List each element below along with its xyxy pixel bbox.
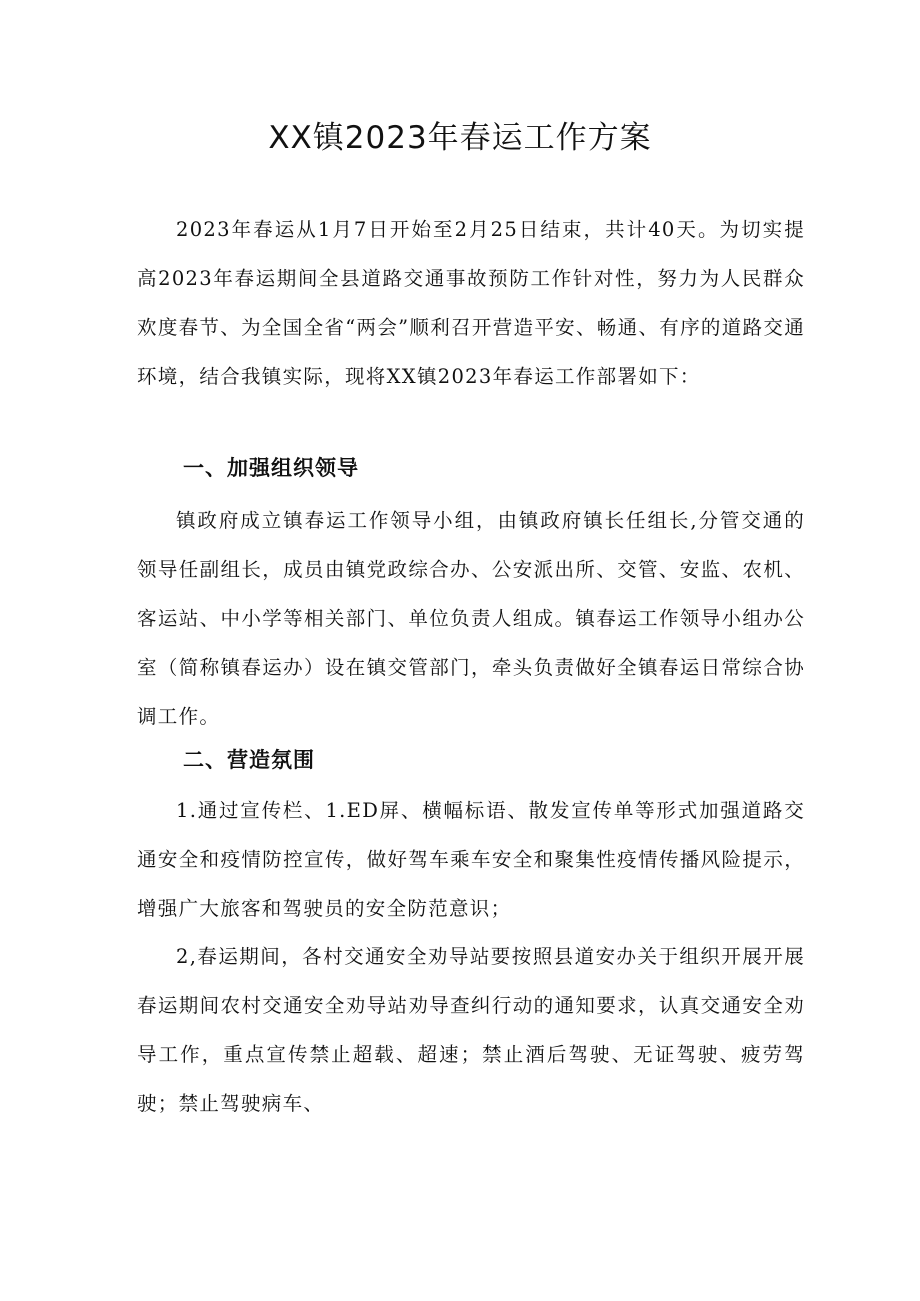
atmosphere-item-2: 2,春运期间，各村交通安全劝导站要按照县道安办关于组织开展开展春运期间农村交通安全劝导站劝导查纠行动的通知要求，认真交通安全劝导工作，重点宣传禁止超载、超速；禁止酒后驾驶、无证驾驶、疲劳驾驶；禁止驾驶病车、 [137, 945, 805, 1115]
organization-paragraph: 镇政府成立镇春运工作领导小组，由镇政府镇长任组长,分管交通的领导任副组长，成员由镇党政综合办、公安派出所、交管、安监、农机、客运站、中小学等相关部门、单位负责人组成。镇春运工作领导小组办公室（简称镇春运办）设在镇交管部门，牵头负责做好全镇春运日常综合协调工作。 [137, 509, 805, 728]
section-heading-organization: 一、加强组织领导 [183, 456, 359, 480]
atmosphere-item-1: 1.通过宣传栏、1.ED屏、横幅标语、散发宣传单等形式加强道路交通安全和疫情防控宣传，做好驾车乘车安全和聚集性疫情传播风险提示，增强广大旅客和驾驶员的安全防范意识； [137, 799, 805, 920]
intro-paragraph: 2023年春运从1月7日开始至2月25日结束，共计40天。为切实提高2023年春运期间全县道路交通事故预防工作针对性，努力为人民群众欢度春节、为全国全省“两会”顺利召开营造平安、畅通、有序的道路交通环境，结合我镇实际，现将XX镇2023年春运工作部署如下： [137, 218, 805, 388]
section-heading-atmosphere: 二、营造氛围 [183, 748, 315, 772]
document-title: XX镇2023年春运工作方案 [268, 120, 652, 156]
